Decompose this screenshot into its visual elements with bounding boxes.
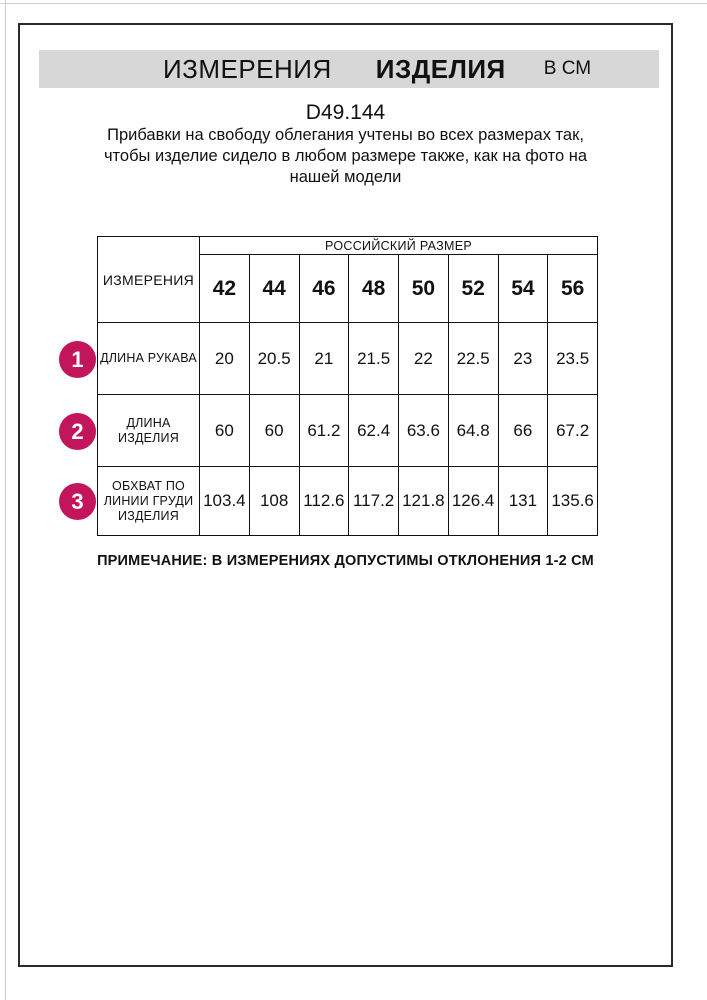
scan-edge-left — [5, 0, 6, 1000]
table-row — [98, 237, 598, 255]
row-number-badge-3: 3 — [59, 483, 96, 520]
size-header: 54 — [498, 255, 548, 323]
value-cell: 67.2 — [548, 395, 598, 467]
value-cell: 60 — [249, 395, 299, 467]
table-row — [98, 395, 598, 467]
russian-size-group-header: РОССИЙСКИЙ РАЗМЕР — [200, 237, 598, 255]
page-title-unit: В СМ — [543, 58, 592, 79]
row-label-product-length: ДЛИНА ИЗДЕЛИЯ — [98, 395, 200, 467]
size-header: 52 — [448, 255, 498, 323]
size-header: 42 — [200, 255, 250, 323]
size-table — [97, 236, 598, 536]
size-header: 50 — [399, 255, 449, 323]
value-cell: 135.6 — [548, 467, 598, 536]
value-cell: 22.5 — [448, 323, 498, 395]
value-cell: 117.2 — [349, 467, 399, 536]
row-number-badge-2: 2 — [59, 413, 96, 450]
fit-description: Прибавки на свободу облегания учтены во всех размерах так, чтобы изделие сидело в любом размере также, как на фото на нашей модели — [103, 126, 588, 186]
value-cell: 64.8 — [448, 395, 498, 467]
row-label-sleeve-length: ДЛИНА РУКАВА — [98, 323, 200, 395]
measurements-column-header: ИЗМЕРЕНИЯ — [98, 237, 200, 323]
value-cell: 23 — [498, 323, 548, 395]
value-cell: 62.4 — [349, 395, 399, 467]
value-cell: 22 — [399, 323, 449, 395]
value-cell: 20 — [200, 323, 250, 395]
table-row — [98, 323, 598, 395]
value-cell: 61.2 — [299, 395, 349, 467]
value-cell: 103.4 — [200, 467, 250, 536]
value-cell: 63.6 — [399, 395, 449, 467]
size-header: 48 — [349, 255, 399, 323]
value-cell: 60 — [200, 395, 250, 467]
page-title-bar — [39, 50, 659, 88]
page-frame — [18, 23, 673, 967]
scan-edge-top — [0, 3, 707, 4]
size-header: 44 — [249, 255, 299, 323]
value-cell: 126.4 — [448, 467, 498, 536]
article-code: D49.144 — [305, 101, 386, 124]
row-label-chest-girth: ОБХВАТ ПО ЛИНИИ ГРУДИ ИЗДЕЛИЯ — [98, 467, 200, 536]
page-title-measurements: ИЗМЕРЕНИЯ — [162, 53, 332, 84]
value-cell: 21 — [299, 323, 349, 395]
page-title-product: ИЗДЕЛИЯ — [375, 53, 506, 84]
table-row — [98, 467, 598, 536]
row-number-badge-1: 1 — [59, 341, 96, 378]
size-header: 56 — [548, 255, 598, 323]
value-cell: 121.8 — [399, 467, 449, 536]
value-cell: 131 — [498, 467, 548, 536]
value-cell: 21.5 — [349, 323, 399, 395]
value-cell: 112.6 — [299, 467, 349, 536]
value-cell: 66 — [498, 395, 548, 467]
size-header: 46 — [299, 255, 349, 323]
value-cell: 23.5 — [548, 323, 598, 395]
tolerance-note: ПРИМЕЧАНИЕ: В ИЗМЕРЕНИЯХ ДОПУСТИМЫ ОТКЛОНЕНИЯ 1-2 СМ — [97, 553, 594, 569]
value-cell: 20.5 — [249, 323, 299, 395]
value-cell: 108 — [249, 467, 299, 536]
